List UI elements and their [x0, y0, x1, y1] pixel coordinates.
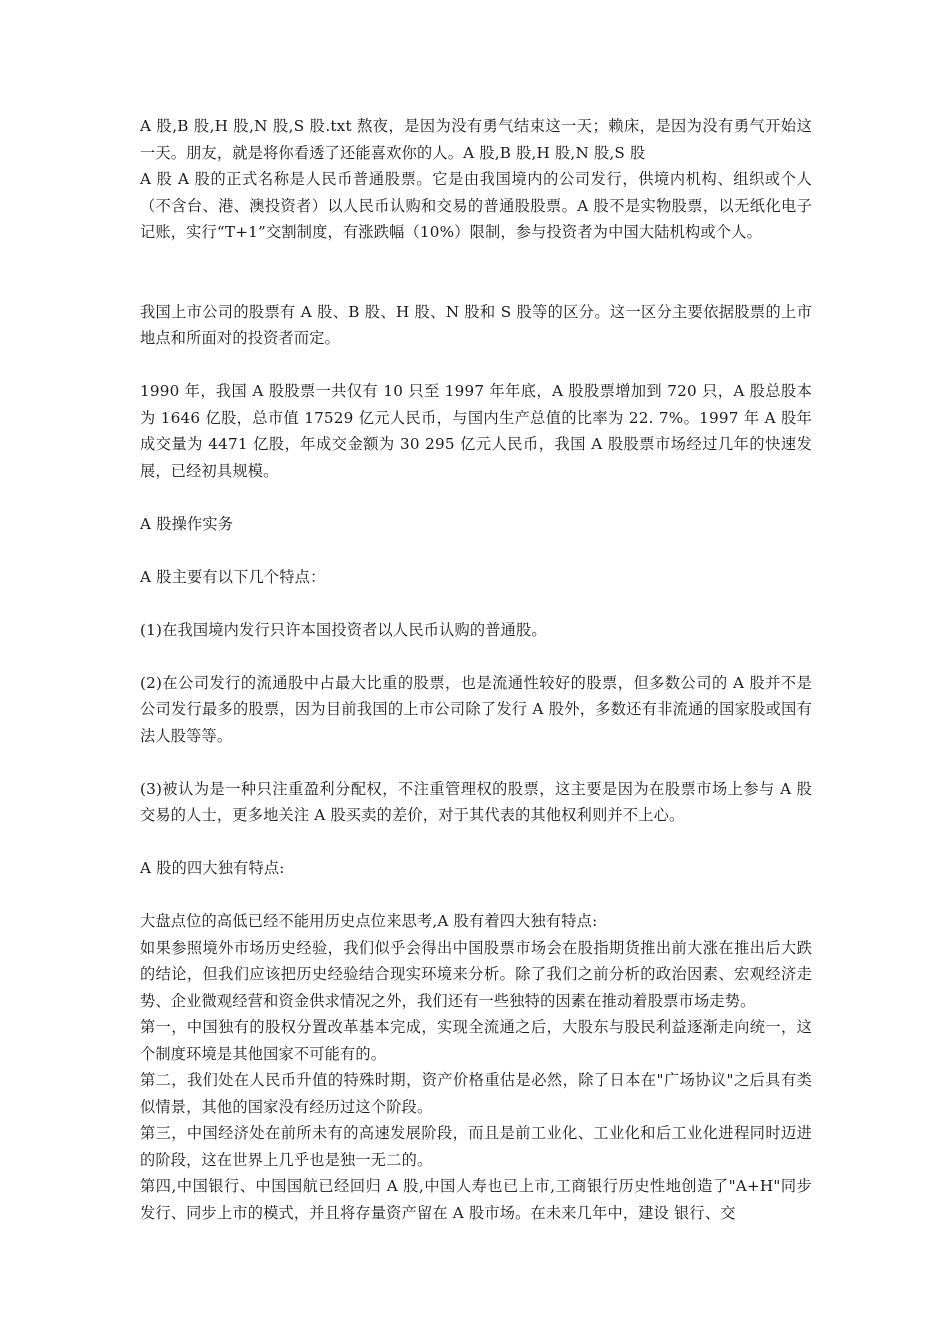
history-paragraph: 1990 年，我国 A 股股票一共仅有 10 只至 1997 年年底，A 股股票增加到 720 只，A 股总股本为 1646 亿股，总市值 17529 亿元人民币，与国内生产总值的比率为 22. 7%。1997 年 A 股年成交量为 4471 亿股，年成交金额为 30 295 亿元人民币，我国 A 股股票市场经过几年的快速发展，已经初具规模。	[140, 382, 812, 480]
a-share-definition: A 股 A 股的正式名称是人民币普通股票。它是由我国境内的公司发行，供境内机构、组织或个人（不含台、港、澳投资者）以人民币认购和交易的普通股股票。A 股不是实物股票，以无纸化电子记账，实行“T+1”交割制度，有涨跌幅（10%）限制，参与投资者为中国大陆机构或个人。	[140, 170, 812, 241]
spacer	[140, 829, 812, 856]
intro-paragraph: A 股,B 股,H 股,N 股,S 股.txt 熬夜，是因为没有勇气结束这一天；赖床，是因为没有勇气开始这一天。朋友，就是将你看透了还能喜欢你的人。A 股,B 股,H 股,N 股,S 股	[140, 117, 812, 162]
overseas-experience-paragraph: 如果参照境外市场历史经验，我们似乎会得出中国股票市场会在股指期货推出前大涨在推出后大跌的结论，但我们应该把历史经验结合现实环境来分析。除了我们之前分析的政治因素、宏观经济走势、企业微观经营和资金供求情况之外，我们还有一些独特的因素在推动着股票市场走势。	[140, 938, 812, 1010]
spacer	[140, 882, 812, 909]
spacer	[140, 749, 812, 776]
spacer	[140, 246, 812, 299]
feature-item-3: (3)被认为是一种只注重盈利分配权，不注重管理权的股票，这主要是因为在股票市场上参与 A 股交易的人士，更多地关注 A 股买卖的差价，对于其代表的其他权利则并不上心。	[140, 779, 812, 824]
spacer	[140, 484, 812, 511]
feature-item-2: (2)在公司发行的流通股中占最大比重的股票，也是流通性较好的股票，但多数公司的 A 股并不是公司发行最多的股票，因为目前我国的上市公司除了发行 A 股外，多数还有非流通的国家股或国有法人股等等。	[140, 673, 812, 745]
unique-intro: 大盘点位的高低已经不能用历史点位来思考,A 股有着四大独有特点:	[140, 912, 598, 930]
unique-point-1: 第一，中国独有的股权分置改革基本完成，实现全流通之后，大股东与股民利益逐渐走向统一，这个制度环境是其他国家不可能有的。	[140, 1018, 812, 1063]
feature-item-1: (1)在我国境内发行只许本国投资者以人民币认购的普通股。	[140, 620, 547, 639]
unique-point-2: 第二，我们处在人民币升值的特殊时期，资产价格重估是必然，除了日本在"广场协议"之后具有类似情景，其他的国家没有经历过这个阶段。	[140, 1071, 812, 1116]
section-heading-practice: A 股操作实务	[140, 514, 234, 533]
spacer	[140, 590, 812, 617]
share-types-paragraph: 我国上市公司的股票有 A 股、B 股、H 股、N 股和 S 股等的区分。这一区分主要依据股票的上市地点和所面对的投资者而定。	[140, 302, 812, 347]
spacer	[140, 537, 812, 564]
spacer	[140, 643, 812, 670]
unique-point-4: 第四,中国银行、中国国航已经回归 A 股,中国人寿也已上市,工商银行历史性地创造了"A+H"同步发行、同步上市的模式，并且将存量资产留在 A 股市场。在未来几年中，建设 银行、交	[140, 1177, 812, 1222]
document-page	[140, 113, 812, 1226]
spacer	[140, 352, 812, 379]
section-heading-unique: A 股的四大独有特点:	[140, 859, 285, 877]
features-intro: A 股主要有以下几个特点：	[140, 567, 326, 586]
unique-point-3: 第三，中国经济处在前所未有的高速发展阶段，而且是前工业化、工业化和后工业化进程同时迈进的阶段，这在世界上几乎也是独一无二的。	[140, 1124, 812, 1169]
